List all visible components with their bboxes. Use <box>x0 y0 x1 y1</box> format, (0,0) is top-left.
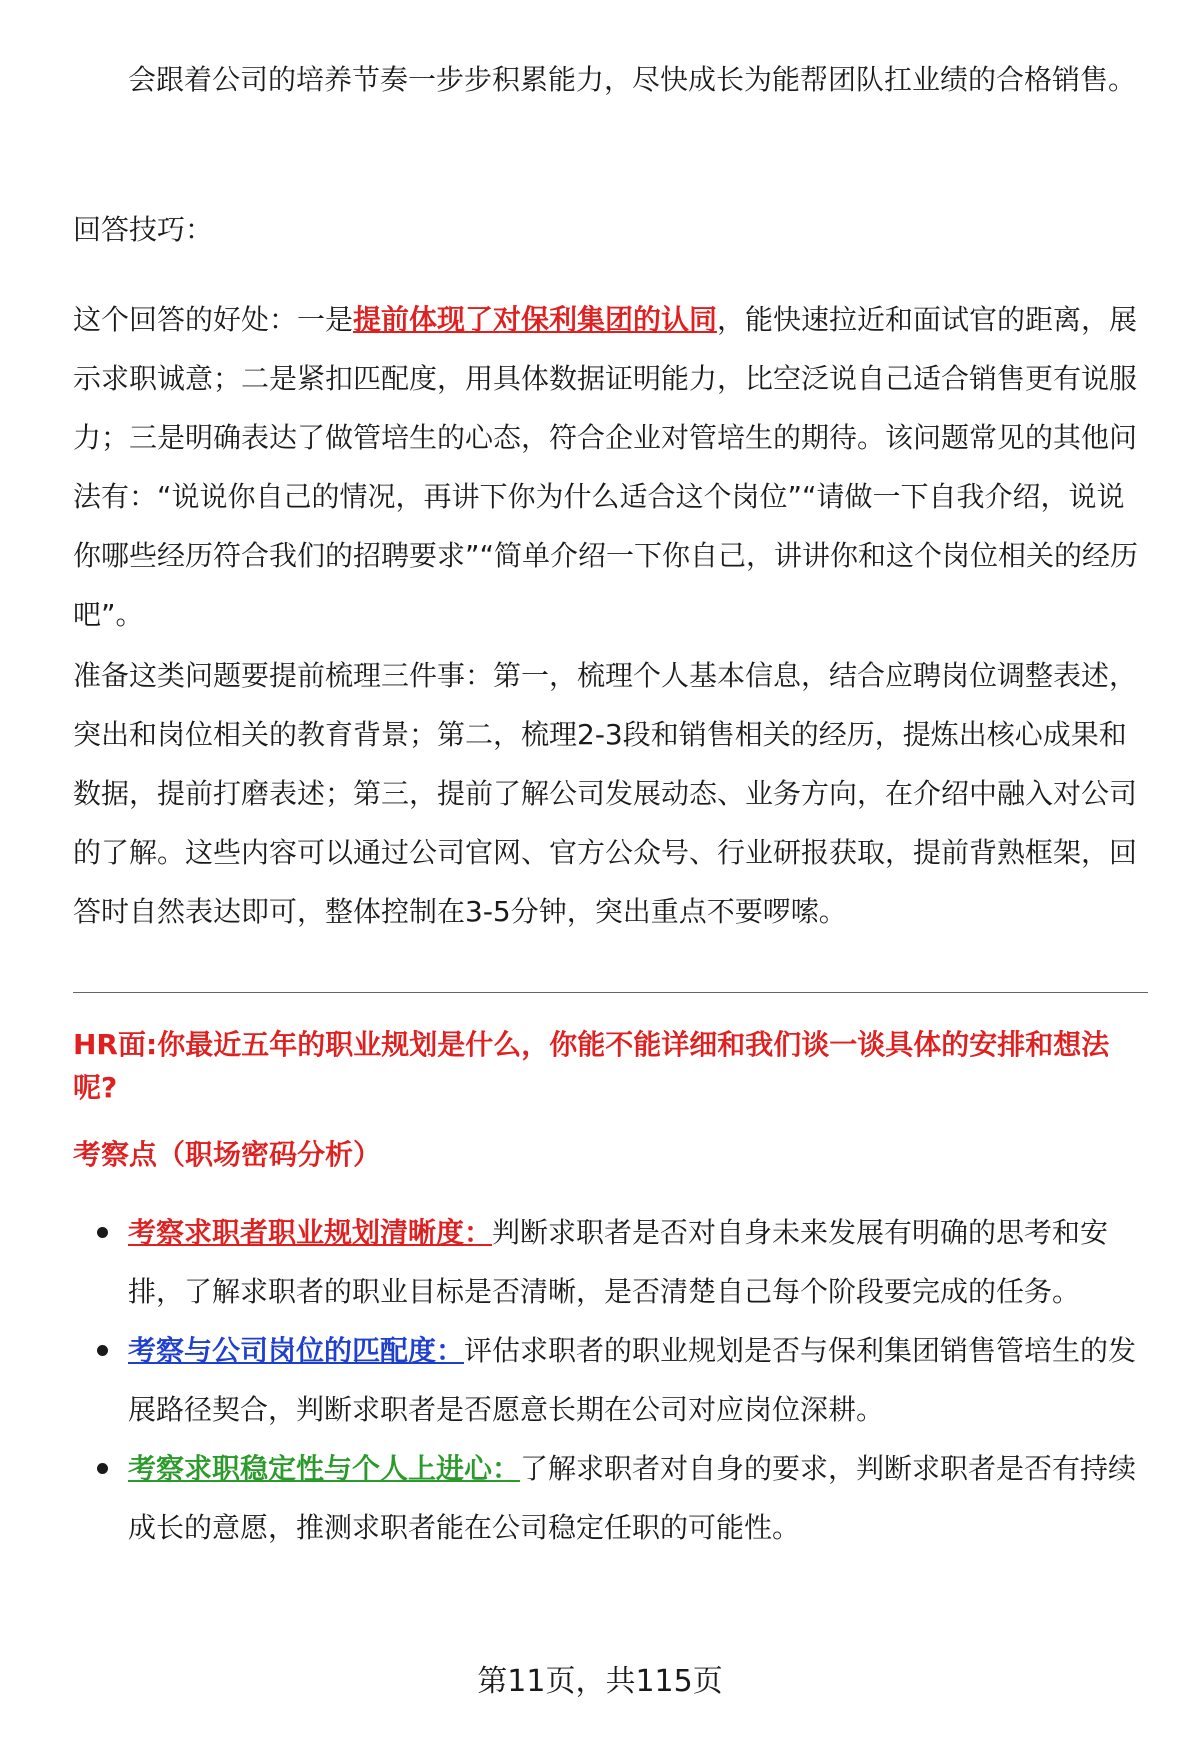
bullet-keyword: 考察求职稳定性与个人上进心： <box>128 1452 521 1485</box>
bullet-dot-icon <box>97 1345 108 1356</box>
paragraph-text-after: ，能快速拉近和面试官的距离，展示求职诚意；二是紧扣匹配度，用具体数据证明能力，比空泛说自己适合销售更有说服力；三是明确表达了做管培生的心态，符合企业对管培生的期待。该问题常见的其他问法有：“说说你自己的情况，再讲下你为什么适合这个岗位”“请做一下自我介绍，说说你哪些经历符合我们的招聘要求”“简单介绍一下你自己，讲讲你和这个岗位相关的经历吧”。 <box>73 303 1139 631</box>
assessment-points-list <box>0 1203 1200 1557</box>
answer-tips-label: 回答技巧： <box>73 213 214 246</box>
list-item <box>0 1321 1148 1439</box>
bullet-keyword: 考察与公司岗位的匹配度： <box>128 1334 465 1367</box>
bullet-dot-icon <box>97 1227 108 1238</box>
assessment-points-heading: 考察点（职场密码分析） <box>73 1138 382 1171</box>
paragraph-text-before: 这个回答的好处：一是 <box>73 303 354 336</box>
bullet-text: 了解求职者对自身的要求，判断求职者是否有持续成长的意愿，推测求职者能在公司稳定任职的可能性。 <box>128 1452 1137 1544</box>
bullet-text: 评估求职者的职业规划是否与保利集团销售管培生的发展路径契合，判断求职者是否愿意长期在公司对应岗位深耕。 <box>128 1334 1137 1426</box>
list-item <box>0 1203 1148 1321</box>
hr-question-heading: HR面:你最近五年的职业规划是什么，你能不能详细和我们谈一谈具体的安排和想法呢? <box>73 1028 1110 1104</box>
bullet-dot-icon <box>97 1463 108 1474</box>
continuation-text: 会跟着公司的培养节奏一步步积累能力，尽快成长为能帮团队扛业绩的合格销售。 <box>128 63 1137 96</box>
answer-benefits-paragraph <box>73 290 1148 644</box>
preparation-paragraph: 准备这类问题要提前梳理三件事：第一，梳理个人基本信息，结合应聘岗位调整表述，突出和岗位相关的教育背景；第二，梳理2-3段和销售相关的经历，提炼出核心成果和数据，提前打磨表述；第三，提前了解公司发展动态、业务方向，在介绍中融入对公司的了解。这些内容可以通过公司官网、官方公众号、行业研报获取，提前背熟框架，回答时自然表达即可，整体控制在3-5分钟，突出重点不要啰嗦。 <box>73 659 1138 928</box>
highlight-text: 提前体现了对保利集团的认同 <box>353 303 718 336</box>
list-item <box>0 1439 1148 1557</box>
bullet-keyword: 考察求职者职业规划清晰度： <box>128 1216 493 1249</box>
bullet-text: 判断求职者是否对自身未来发展有明确的思考和安排，了解求职者的职业目标是否清晰，是否清楚自己每个阶段要完成的任务。 <box>128 1216 1109 1308</box>
page-number: 第11页，共115页 <box>477 1664 723 1699</box>
section-divider <box>73 992 1148 993</box>
